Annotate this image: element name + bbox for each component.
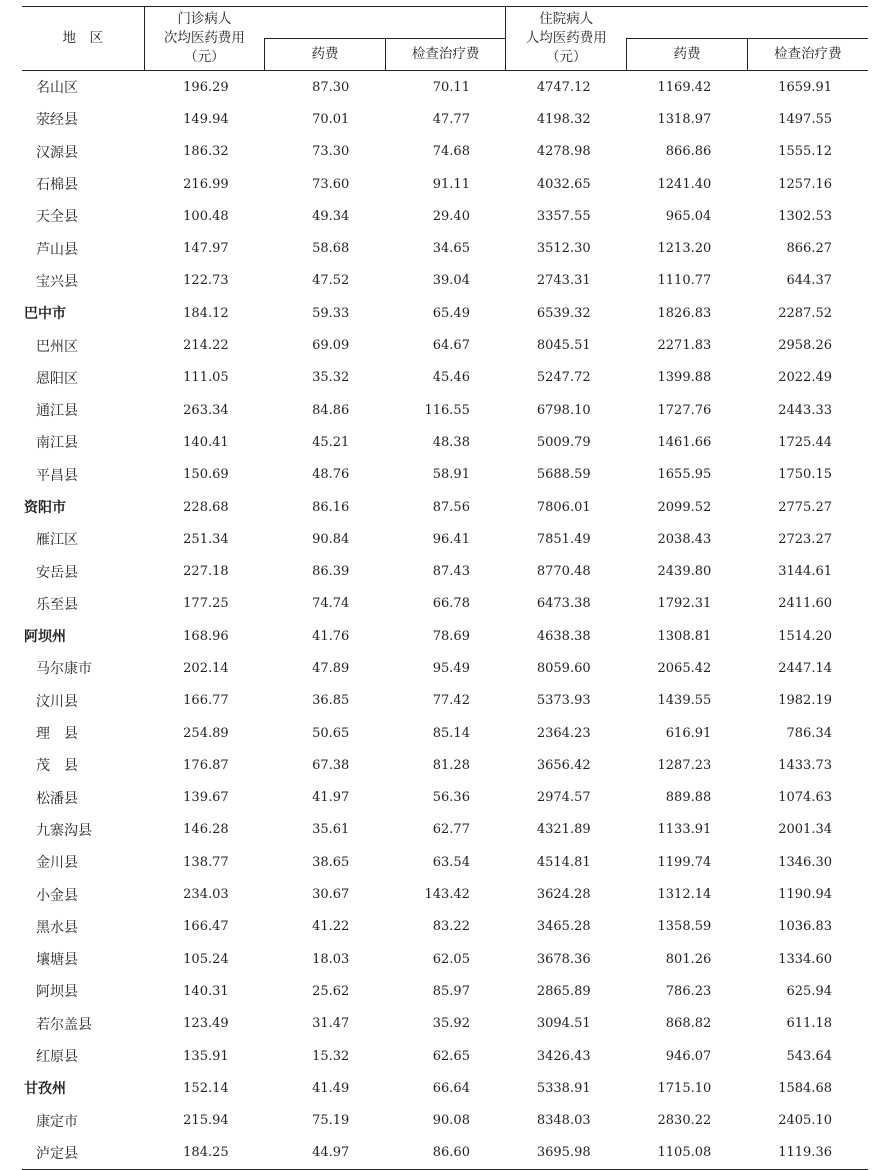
- outpatient-exam-cell: 85.14: [432, 725, 470, 741]
- outpatient-exam-cell: 62.77: [432, 822, 470, 838]
- outpatient-exam-cell: 29.40: [432, 208, 470, 224]
- table-row: [22, 394, 868, 426]
- table-row: [22, 911, 868, 943]
- outpatient-exam-cell: 34.65: [432, 241, 470, 257]
- outpatient-exam-cell: 91.11: [432, 176, 470, 192]
- outpatient-exam-cell: 81.28: [432, 757, 470, 773]
- inpatient-avg-cell: 3624.28: [536, 887, 591, 903]
- inpatient-drug-cell: 1318.97: [657, 111, 712, 127]
- inpatient-avg-cell: 2743.31: [536, 273, 591, 289]
- inpatient-drug-cell: 1312.14: [657, 887, 712, 903]
- region-name: 茂 县: [36, 758, 78, 775]
- inpatient-drug-cell: 2830.22: [657, 1113, 712, 1129]
- region-name: 恩阳区: [36, 370, 78, 387]
- outpatient-drug-cell: 35.61: [312, 822, 350, 838]
- outpatient-avg-cell: 263.34: [183, 402, 229, 418]
- table-row: [22, 168, 868, 200]
- outpatient-avg-cell: 215.94: [183, 1113, 229, 1129]
- inpatient-exam-cell: 3144.61: [778, 564, 832, 580]
- inpatient-avg-cell: 3695.98: [506, 1137, 627, 1170]
- inpatient-exam-cell: 1982.19: [778, 693, 832, 709]
- inpatient-avg-cell: 4278.98: [536, 144, 591, 160]
- region-name: 九寨沟县: [36, 822, 92, 839]
- inpatient-avg-cell: 2364.23: [536, 725, 591, 741]
- outpatient-drug-cell: 84.86: [312, 402, 350, 418]
- outpatient-drug-cell: 73.30: [312, 144, 350, 160]
- inpatient-exam-cell: 866.27: [786, 241, 832, 257]
- region-name: 通江县: [36, 403, 78, 420]
- outpatient-drug-cell: 48.76: [312, 467, 350, 483]
- table-row: [22, 1008, 868, 1040]
- table-row: [22, 426, 868, 458]
- outpatient-drug-cell: 15.32: [312, 1048, 350, 1064]
- inpatient-drug-cell: 1213.20: [657, 241, 712, 257]
- outpatient-exam-cell: 95.49: [432, 660, 470, 676]
- inpatient-avg-cell: 5373.93: [536, 693, 591, 709]
- region-name: 芦山县: [36, 241, 78, 258]
- outpatient-drug-cell: 74.74: [312, 596, 350, 612]
- outpatient-exam-cell: 65.49: [432, 305, 470, 321]
- medical-cost-table: [22, 6, 868, 1170]
- outpatient-avg-cell: 105.24: [183, 951, 229, 967]
- table-row: [22, 555, 868, 587]
- outpatient-exam-cell: 116.55: [424, 402, 470, 418]
- region-name: 阿坝州: [24, 629, 66, 646]
- outpatient-avg-cell: 176.87: [183, 757, 229, 773]
- inpatient-exam-cell: 625.94: [786, 983, 832, 999]
- inpatient-exam-cell: 2022.49: [778, 370, 832, 386]
- outpatient-drug-cell: 58.68: [312, 241, 350, 257]
- outpatient-avg-cell: 228.68: [183, 499, 229, 515]
- inpatient-drug-cell: 1241.40: [657, 176, 712, 192]
- outpatient-avg-cell: 149.94: [183, 111, 229, 127]
- outpatient-avg-cell: 177.25: [183, 596, 229, 612]
- outpatient-drug-cell: 36.85: [312, 693, 350, 709]
- table-row: [22, 1040, 868, 1072]
- outpatient-exam-cell: 87.43: [432, 564, 470, 580]
- header-outpatient-group: [265, 7, 506, 39]
- inpatient-exam-cell: 1584.68: [778, 1080, 832, 1096]
- outpatient-exam-cell: 45.46: [432, 370, 470, 386]
- outpatient-avg-cell: 150.69: [183, 467, 229, 483]
- outpatient-exam-cell: 86.60: [385, 1137, 506, 1170]
- inpatient-avg-cell: 3357.55: [536, 208, 591, 224]
- outpatient-exam-cell: 85.97: [432, 983, 470, 999]
- header-region: 地 区: [22, 7, 144, 71]
- header-inpatient-exam: 检查治疗费: [747, 39, 868, 71]
- inpatient-exam-cell: 1119.36: [747, 1137, 868, 1170]
- outpatient-exam-cell: 66.64: [432, 1080, 470, 1096]
- inpatient-avg-cell: 8059.60: [536, 660, 591, 676]
- inpatient-avg-cell: 3656.42: [536, 757, 591, 773]
- region-name: 名山区: [36, 80, 78, 97]
- outpatient-avg-cell: 234.03: [183, 887, 229, 903]
- region-name: 金川县: [36, 855, 78, 872]
- inpatient-drug-cell: 1461.66: [657, 434, 712, 450]
- inpatient-drug-cell: 2271.83: [657, 338, 712, 354]
- outpatient-drug-cell: 30.67: [312, 887, 350, 903]
- outpatient-avg-cell: 140.31: [183, 983, 229, 999]
- outpatient-drug-cell: 38.65: [312, 854, 350, 870]
- table-body: [22, 71, 868, 1170]
- table-row-city: [22, 297, 868, 329]
- outpatient-avg-cell: 166.47: [183, 919, 229, 935]
- outpatient-drug-cell: 59.33: [312, 305, 350, 321]
- outpatient-drug-cell: 44.97: [265, 1137, 386, 1170]
- header-outpatient-drug: 药费: [265, 39, 386, 71]
- inpatient-avg-cell: 4321.89: [536, 822, 591, 838]
- region-name: 壤塘县: [36, 952, 78, 969]
- table-row-city: [22, 491, 868, 523]
- outpatient-avg-cell: 254.89: [183, 725, 229, 741]
- outpatient-exam-cell: 35.92: [432, 1016, 470, 1032]
- inpatient-avg-cell: 6798.10: [536, 402, 591, 418]
- table-row: [22, 652, 868, 684]
- outpatient-exam-cell: 96.41: [432, 531, 470, 547]
- inpatient-drug-cell: 866.86: [665, 144, 712, 160]
- inpatient-drug-cell: 786.23: [665, 983, 712, 999]
- inpatient-exam-cell: 1346.30: [778, 854, 832, 870]
- inpatient-exam-cell: 2447.14: [778, 660, 832, 676]
- outpatient-drug-cell: 35.32: [312, 370, 350, 386]
- inpatient-avg-cell: 3512.30: [536, 241, 591, 257]
- inpatient-drug-cell: 889.88: [665, 790, 712, 806]
- outpatient-exam-cell: 48.38: [432, 434, 470, 450]
- region-name: 巴州区: [36, 338, 78, 355]
- inpatient-avg-cell: 8770.48: [536, 564, 591, 580]
- region-name: 泸定县: [22, 1137, 144, 1170]
- region-name: 雁江区: [36, 532, 78, 549]
- outpatient-exam-cell: 64.67: [432, 338, 470, 354]
- inpatient-drug-cell: 1287.23: [657, 757, 712, 773]
- inpatient-avg-cell: 4198.32: [536, 111, 591, 127]
- region-name: 安岳县: [36, 564, 78, 581]
- outpatient-avg-cell: 147.97: [183, 241, 229, 257]
- outpatient-avg-cell: 139.67: [183, 790, 229, 806]
- inpatient-avg-cell: 6539.32: [536, 305, 591, 321]
- inpatient-exam-cell: 1302.53: [778, 208, 832, 224]
- inpatient-avg-cell: 7851.49: [536, 531, 591, 547]
- outpatient-avg-cell: 100.48: [183, 208, 229, 224]
- outpatient-avg-cell: 152.14: [183, 1080, 229, 1096]
- inpatient-exam-cell: 1334.60: [778, 951, 832, 967]
- inpatient-drug-cell: 2099.52: [657, 499, 712, 515]
- table-row: [22, 265, 868, 297]
- outpatient-exam-cell: 70.11: [432, 79, 470, 95]
- inpatient-drug-cell: 2065.42: [657, 660, 712, 676]
- inpatient-drug-cell: 616.91: [665, 725, 712, 741]
- outpatient-avg-cell: 122.73: [183, 273, 229, 289]
- outpatient-drug-cell: 69.09: [312, 338, 350, 354]
- inpatient-exam-cell: 2405.10: [778, 1113, 832, 1129]
- table-row: [22, 329, 868, 361]
- inpatient-drug-cell: 1199.74: [657, 854, 712, 870]
- region-name: 甘孜州: [24, 1081, 66, 1098]
- outpatient-drug-cell: 31.47: [312, 1016, 350, 1032]
- inpatient-drug-cell: 965.04: [665, 208, 712, 224]
- table-row: [22, 588, 868, 620]
- outpatient-avg-cell: 166.77: [183, 693, 229, 709]
- outpatient-exam-cell: 66.78: [432, 596, 470, 612]
- inpatient-avg-cell: 6473.38: [536, 596, 591, 612]
- region-name: 石棉县: [36, 177, 78, 194]
- outpatient-exam-cell: 77.42: [432, 693, 470, 709]
- region-name: 松潘县: [36, 790, 78, 807]
- outpatient-avg-cell: 168.96: [183, 628, 229, 644]
- outpatient-avg-cell: 138.77: [183, 854, 229, 870]
- outpatient-exam-cell: 58.91: [432, 467, 470, 483]
- table-row: [22, 459, 868, 491]
- inpatient-exam-cell: 1725.44: [778, 434, 832, 450]
- inpatient-exam-cell: 2775.27: [778, 499, 832, 515]
- inpatient-avg-cell: 3094.51: [536, 1016, 591, 1032]
- table-row: [22, 782, 868, 814]
- outpatient-avg-cell: 140.41: [183, 434, 229, 450]
- header-inpatient-group: [627, 7, 868, 39]
- inpatient-exam-cell: 2287.52: [778, 305, 832, 321]
- inpatient-exam-cell: 1750.15: [778, 467, 832, 483]
- outpatient-avg-cell: 196.29: [183, 79, 229, 95]
- table-row: [22, 814, 868, 846]
- outpatient-drug-cell: 86.16: [312, 499, 350, 515]
- outpatient-avg-cell: 111.05: [183, 370, 229, 386]
- inpatient-avg-cell: 4032.65: [536, 176, 591, 192]
- outpatient-exam-cell: 63.54: [432, 854, 470, 870]
- inpatient-avg-cell: 4638.38: [536, 628, 591, 644]
- table-row-city: [22, 620, 868, 652]
- inpatient-avg-cell: 8348.03: [536, 1113, 591, 1129]
- table-row: [22, 717, 868, 749]
- inpatient-exam-cell: 2411.60: [778, 596, 832, 612]
- outpatient-drug-cell: 25.62: [312, 983, 350, 999]
- table-row-city: [22, 1072, 868, 1104]
- table-row: [22, 846, 868, 878]
- region-name: 马尔康市: [36, 661, 92, 678]
- outpatient-avg-cell: 146.28: [183, 822, 229, 838]
- outpatient-drug-cell: 87.30: [312, 79, 350, 95]
- inpatient-exam-cell: 1514.20: [778, 628, 832, 644]
- outpatient-exam-cell: 143.42: [424, 887, 470, 903]
- inpatient-exam-cell: 1497.55: [778, 111, 832, 127]
- region-name: 理 县: [36, 726, 78, 743]
- inpatient-avg-cell: 2865.89: [536, 983, 591, 999]
- inpatient-drug-cell: 1655.95: [657, 467, 712, 483]
- outpatient-exam-cell: 74.68: [432, 144, 470, 160]
- inpatient-drug-cell: 1169.42: [657, 79, 712, 95]
- outpatient-avg-cell: 186.32: [183, 144, 229, 160]
- inpatient-avg-cell: 3426.43: [536, 1048, 591, 1064]
- inpatient-drug-cell: 2038.43: [657, 531, 712, 547]
- table-row: [22, 362, 868, 394]
- inpatient-exam-cell: 543.64: [786, 1048, 832, 1064]
- inpatient-avg-cell: 5688.59: [536, 467, 591, 483]
- region-name: 康定市: [36, 1113, 78, 1130]
- inpatient-drug-cell: 1792.31: [657, 596, 712, 612]
- outpatient-exam-cell: 62.65: [432, 1048, 470, 1064]
- inpatient-drug-cell: 1110.77: [657, 273, 712, 289]
- outpatient-drug-cell: 50.65: [312, 725, 350, 741]
- outpatient-drug-cell: 41.22: [312, 919, 350, 935]
- table-row: [22, 685, 868, 717]
- outpatient-exam-cell: 56.36: [432, 790, 470, 806]
- inpatient-drug-cell: 1105.08: [627, 1137, 748, 1170]
- table-header: [22, 7, 868, 71]
- table-row: [22, 1137, 868, 1170]
- inpatient-avg-cell: 3465.28: [536, 919, 591, 935]
- region-name: 荥经县: [36, 112, 78, 129]
- inpatient-exam-cell: 1433.73: [778, 757, 832, 773]
- outpatient-drug-cell: 73.60: [312, 176, 350, 192]
- outpatient-exam-cell: 39.04: [432, 273, 470, 289]
- outpatient-avg-cell: 214.22: [183, 338, 229, 354]
- inpatient-exam-cell: 2443.33: [778, 402, 832, 418]
- outpatient-avg-cell: 123.49: [183, 1016, 229, 1032]
- inpatient-exam-cell: 611.18: [786, 1016, 832, 1032]
- table-row: [22, 523, 868, 555]
- inpatient-avg-cell: 4514.81: [536, 854, 591, 870]
- inpatient-avg-cell: 5338.91: [536, 1080, 591, 1096]
- table-row: [22, 200, 868, 232]
- outpatient-avg-cell: 216.99: [183, 176, 229, 192]
- inpatient-exam-cell: 1074.63: [778, 790, 832, 806]
- outpatient-exam-cell: 78.69: [432, 628, 470, 644]
- outpatient-drug-cell: 45.21: [312, 434, 350, 450]
- outpatient-drug-cell: 75.19: [312, 1113, 350, 1129]
- inpatient-drug-cell: 1727.76: [657, 402, 712, 418]
- region-name: 天全县: [36, 209, 78, 226]
- inpatient-drug-cell: 1826.83: [657, 305, 712, 321]
- table-row: [22, 975, 868, 1007]
- outpatient-drug-cell: 86.39: [312, 564, 350, 580]
- inpatient-exam-cell: 1036.83: [778, 919, 832, 935]
- inpatient-exam-cell: 1659.91: [778, 79, 832, 95]
- inpatient-drug-cell: 2439.80: [657, 564, 712, 580]
- inpatient-exam-cell: 786.34: [786, 725, 832, 741]
- outpatient-drug-cell: 70.01: [312, 111, 350, 127]
- outpatient-avg-cell: 184.12: [183, 305, 229, 321]
- table-row: [22, 71, 868, 104]
- inpatient-exam-cell: 2958.26: [778, 338, 832, 354]
- outpatient-drug-cell: 49.34: [312, 208, 350, 224]
- inpatient-drug-cell: 946.07: [665, 1048, 712, 1064]
- table-row: [22, 943, 868, 975]
- table-row: [22, 232, 868, 264]
- outpatient-avg-cell: 184.25: [144, 1137, 265, 1170]
- inpatient-avg-cell: 3678.36: [536, 951, 591, 967]
- region-name: 南江县: [36, 435, 78, 452]
- table-row: [22, 136, 868, 168]
- region-name: 巴中市: [24, 306, 66, 323]
- outpatient-avg-cell: 227.18: [183, 564, 229, 580]
- inpatient-exam-cell: 1257.16: [778, 176, 832, 192]
- header-outpatient-avg: 门诊病人 次均医药费用 （元）: [144, 7, 265, 71]
- inpatient-drug-cell: 1133.91: [657, 822, 712, 838]
- region-name: 平昌县: [36, 467, 78, 484]
- outpatient-drug-cell: 41.97: [312, 790, 350, 806]
- inpatient-exam-cell: 2001.34: [778, 822, 832, 838]
- table-row: [22, 103, 868, 135]
- inpatient-exam-cell: 1555.12: [778, 144, 832, 160]
- outpatient-drug-cell: 18.03: [312, 951, 350, 967]
- table-row: [22, 1105, 868, 1137]
- outpatient-exam-cell: 90.08: [432, 1113, 470, 1129]
- inpatient-exam-cell: 1190.94: [778, 887, 832, 903]
- inpatient-drug-cell: 1358.59: [657, 919, 712, 935]
- region-name: 乐至县: [36, 596, 78, 613]
- region-name: 宝兴县: [36, 273, 78, 290]
- region-name: 阿坝县: [36, 984, 78, 1001]
- inpatient-avg-cell: 8045.51: [536, 338, 591, 354]
- header-outpatient-exam: 检查治疗费: [385, 39, 506, 71]
- region-name: 资阳市: [24, 500, 66, 516]
- outpatient-drug-cell: 41.76: [312, 628, 350, 644]
- region-name: 汶川县: [36, 693, 78, 710]
- region-name: 小金县: [36, 887, 78, 904]
- inpatient-avg-cell: 5009.79: [536, 434, 591, 450]
- inpatient-drug-cell: 868.82: [665, 1016, 712, 1032]
- region-name: 汉源县: [36, 144, 78, 161]
- header-inpatient-drug: 药费: [627, 39, 748, 71]
- inpatient-exam-cell: 2723.27: [778, 531, 832, 547]
- inpatient-drug-cell: 1715.10: [657, 1080, 712, 1096]
- inpatient-drug-cell: 1439.55: [657, 693, 712, 709]
- inpatient-drug-cell: 1399.88: [657, 370, 712, 386]
- outpatient-exam-cell: 47.77: [432, 111, 470, 127]
- inpatient-drug-cell: 801.26: [665, 951, 712, 967]
- inpatient-avg-cell: 4747.12: [536, 79, 591, 95]
- outpatient-drug-cell: 41.49: [312, 1080, 350, 1096]
- table-row: [22, 878, 868, 910]
- header-inpatient-avg: 住院病人 人均医药费用 （元）: [506, 7, 627, 71]
- outpatient-drug-cell: 47.52: [312, 273, 350, 289]
- outpatient-exam-cell: 62.05: [432, 951, 470, 967]
- inpatient-avg-cell: 2974.57: [536, 790, 591, 806]
- outpatient-avg-cell: 251.34: [183, 531, 229, 547]
- region-name: 若尔盖县: [36, 1016, 92, 1033]
- inpatient-drug-cell: 1308.81: [657, 628, 712, 644]
- region-name: 黑水县: [36, 919, 78, 936]
- outpatient-drug-cell: 90.84: [312, 531, 350, 547]
- outpatient-avg-cell: 202.14: [183, 660, 229, 676]
- outpatient-drug-cell: 47.89: [312, 660, 350, 676]
- region-name: 红原县: [36, 1049, 78, 1066]
- table-row: [22, 749, 868, 781]
- inpatient-exam-cell: 644.37: [786, 273, 832, 289]
- outpatient-exam-cell: 87.56: [432, 499, 470, 515]
- inpatient-avg-cell: 5247.72: [536, 370, 591, 386]
- outpatient-avg-cell: 135.91: [183, 1048, 229, 1064]
- outpatient-exam-cell: 83.22: [432, 919, 470, 935]
- outpatient-drug-cell: 67.38: [312, 757, 350, 773]
- inpatient-avg-cell: 7806.01: [536, 499, 591, 515]
